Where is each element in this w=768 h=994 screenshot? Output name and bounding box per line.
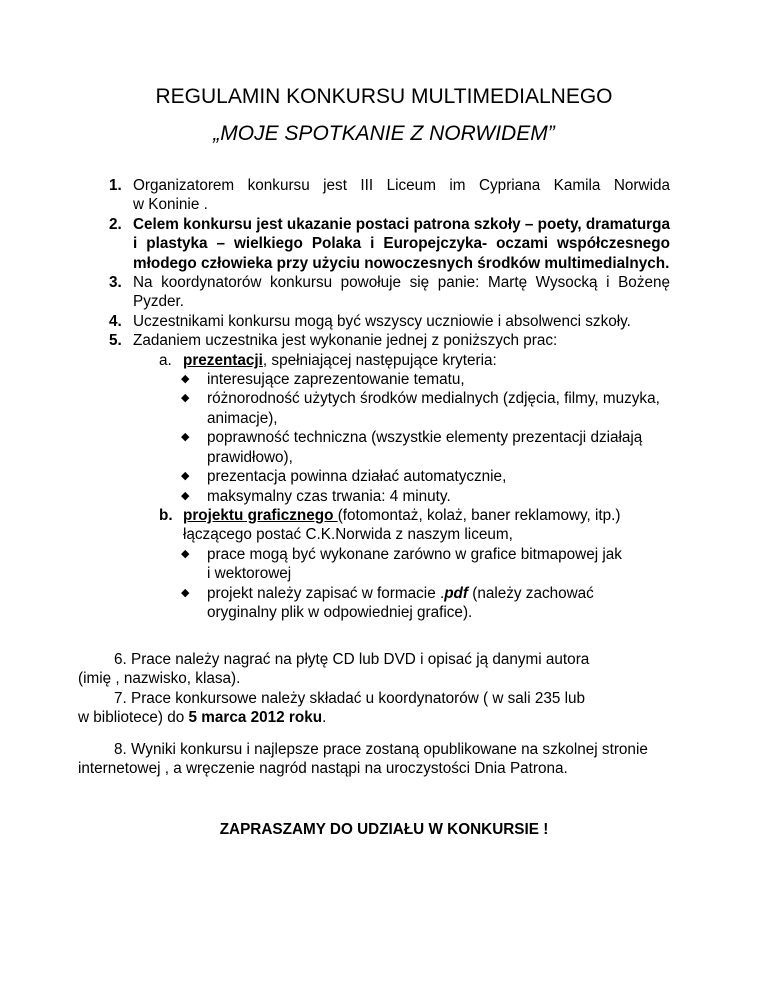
rule-4 [109, 312, 670, 331]
rule-number: 5. [109, 332, 122, 350]
diamond-bullet-icon: ◆ [181, 431, 190, 444]
rules-list [0, 176, 768, 622]
rule-number: 2. [109, 215, 122, 233]
point-6: 6. Prace należy nagrać na płytę CD lub DVD i opisać ją danymi autora (imię , nazwisko, klasa). [78, 651, 590, 688]
document-title: REGULAMIN KONKURSU MULTIMEDIALNEGO [155, 85, 613, 108]
option-label: a. [159, 351, 172, 369]
point-8: 8. Wyniki konkursu i najlepsze prace zostaną opublikowane na szkolnej stronie internetowej , a wręczenie nagród nastąpi na uroczystości Dnia Patrona. [78, 741, 648, 778]
diamond-bullet-icon: ◆ [181, 489, 190, 502]
rule-3 [109, 273, 670, 312]
option-label: b. [159, 506, 173, 524]
criteria-item: ◆ interesujące zaprezentowanie tematu, [181, 371, 465, 389]
deadline-date: 5 marca 2012 roku [188, 709, 323, 727]
point-7: 7. Prace konkursowe należy składać u koordynatorów ( w sali 235 lub w bibliotece) do 5 marca 2012 roku. [78, 690, 586, 727]
file-format: pdf [444, 584, 468, 602]
rule-text: Zadaniem uczestnika jest wykonanie jednej z poniższych prac: [133, 332, 558, 350]
option-text: (fotomontaż, kolaż, baner reklamowy, itp.) [337, 506, 621, 524]
criteria-item: ◆ różnorodność użytych środków medialnych (zdjęcia, filmy, muzyka, animacje), [181, 390, 660, 427]
option-a [159, 351, 663, 370]
diamond-bullet-icon: ◆ [181, 373, 190, 386]
criteria-item: ◆ poprawność techniczna (wszystkie elementy prezentacji działają prawidłowo), [181, 429, 643, 466]
criteria-item: ◆ prezentacja powinna działać automatycznie, [181, 468, 507, 486]
rule-number: 3. [109, 274, 122, 292]
diamond-bullet-icon: ◆ [181, 392, 190, 405]
rule-text: Organizatorem konkursu jest III Liceum im Cypriana Kamila Norwida [133, 177, 670, 194]
rule-5 [109, 331, 670, 350]
criteria-item: ◆ prace mogą być wykonane zarówno w grafice bitmapowej jak i wektorowej [181, 545, 622, 583]
rule-text: Celem konkursu jest ukazanie postaci patrona szkoły – poety, dramaturga i plastyka – wielkiego Polaka i Europejczyka- oczami współczesnego młodego człowieka przy użyciu nowoczesnych środków multimedialnych. [133, 215, 670, 272]
diamond-bullet-icon: ◆ [181, 470, 190, 483]
diamond-bullet-icon: ◆ [181, 586, 190, 599]
rule-number: 1. [109, 177, 122, 194]
option-keyword: projektu graficznego [183, 506, 338, 524]
option-text-cont: łączącego postać C.K.Norwida z naszym liceum, [183, 526, 513, 544]
criteria-item: ◆ maksymalny czas trwania: 4 minuty. [181, 487, 451, 505]
criteria-item: ◆ projekt należy zapisać w formacie .pdf (należy zachować oryginalny plik w odpowiedniej grafice). [181, 584, 594, 621]
rule-number: 4. [109, 312, 122, 330]
diamond-bullet-icon: ◆ [181, 547, 190, 560]
rule-1 [109, 176, 670, 215]
option-keyword: prezentacji [183, 351, 263, 369]
rule-text: Na koordynatorów konkursu powołuje się panie: Martę Wysocką i Bożenę Pyzder. [133, 274, 670, 311]
rule-text: Uczestnikami konkursu mogą być wszyscy uczniowie i absolwenci szkoły. [133, 312, 631, 330]
closing-invitation: ZAPRASZAMY DO UDZIAŁU W KONKURSIE ! [219, 821, 549, 838]
rule-2 [109, 215, 670, 273]
option-b [159, 506, 663, 545]
option-text: , spełniającej następujące kryteria: [262, 351, 497, 369]
document-subtitle: „MOJE SPOTKANIE Z NORWIDEM” [213, 122, 555, 145]
rule-text-cont: w Koninie . [133, 196, 208, 214]
